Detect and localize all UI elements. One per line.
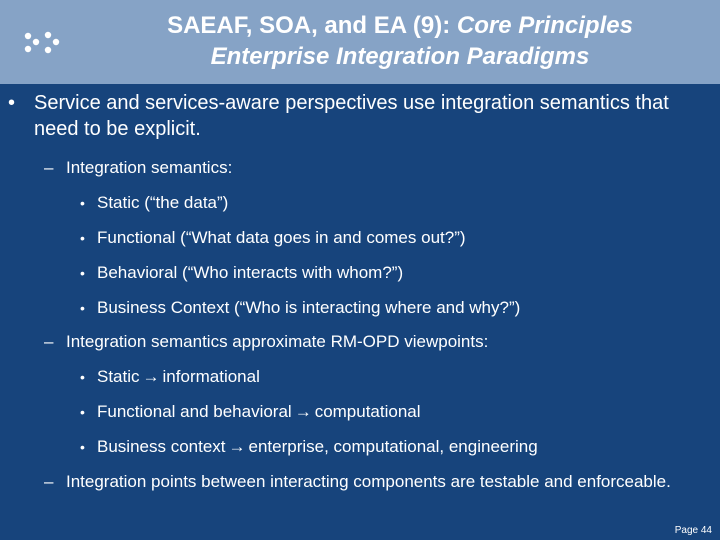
bullet-marker: •	[80, 300, 85, 316]
list-item-static: Static (“the data”)	[97, 193, 229, 212]
dash-marker: –	[44, 332, 54, 351]
viewpoint-target: informational	[162, 367, 260, 386]
viewpoint-source: Static	[97, 367, 140, 386]
viewpoint-target: enterprise, computational, engineering	[248, 437, 538, 456]
dash-marker: –	[44, 472, 54, 491]
viewpoint-target: computational	[314, 402, 421, 421]
bullet-main: Service and services-aware perspectives use integration semantics that need to be explicit.	[34, 92, 669, 140]
list-item-functional-computational	[97, 400, 697, 424]
title-bar	[0, 0, 720, 84]
dots-logo-icon	[22, 30, 62, 56]
bullet-marker: •	[8, 92, 16, 114]
title-emphasis: Core Principles	[456, 12, 633, 39]
slide-title	[80, 10, 720, 72]
list-item-functional: Functional (“What data goes in and comes out?”)	[97, 228, 466, 247]
bullet-marker: •	[80, 265, 85, 281]
viewpoint-source: Business context	[97, 437, 226, 456]
title-line-1	[80, 10, 720, 41]
bullet-marker: •	[80, 195, 85, 211]
sub-bullet-integration-semantics: Integration semantics:	[66, 158, 233, 177]
sub-bullet-integration-points: Integration points between interacting components are testable and enforceable.	[66, 472, 671, 491]
arrow-right-icon: →	[142, 367, 160, 386]
title-line-2: Enterprise Integration Paradigms	[210, 43, 590, 70]
dash-marker: –	[44, 158, 54, 177]
title-prefix: SAEAF, SOA, and EA (9):	[167, 12, 451, 39]
arrow-right-icon: →	[228, 437, 246, 456]
viewpoint-source: Functional and behavioral	[97, 402, 292, 421]
list-item-behavioral: Behavioral (“Who interacts with whom?”)	[97, 263, 404, 282]
sub-bullet-rm-opd: Integration semantics approximate RM-OPD viewpoints:	[66, 332, 489, 351]
bullet-marker: •	[80, 404, 85, 420]
list-item-business-context: Business Context (“Who is interacting where and why?”)	[97, 298, 521, 317]
bullet-marker: •	[80, 230, 85, 246]
arrow-right-icon: →	[294, 402, 312, 421]
page-number: Page 44	[674, 525, 712, 536]
list-item-business-enterprise	[97, 435, 697, 459]
bullet-marker: •	[80, 369, 85, 385]
list-item-static-informational	[97, 365, 697, 389]
bullet-marker: •	[80, 439, 85, 455]
